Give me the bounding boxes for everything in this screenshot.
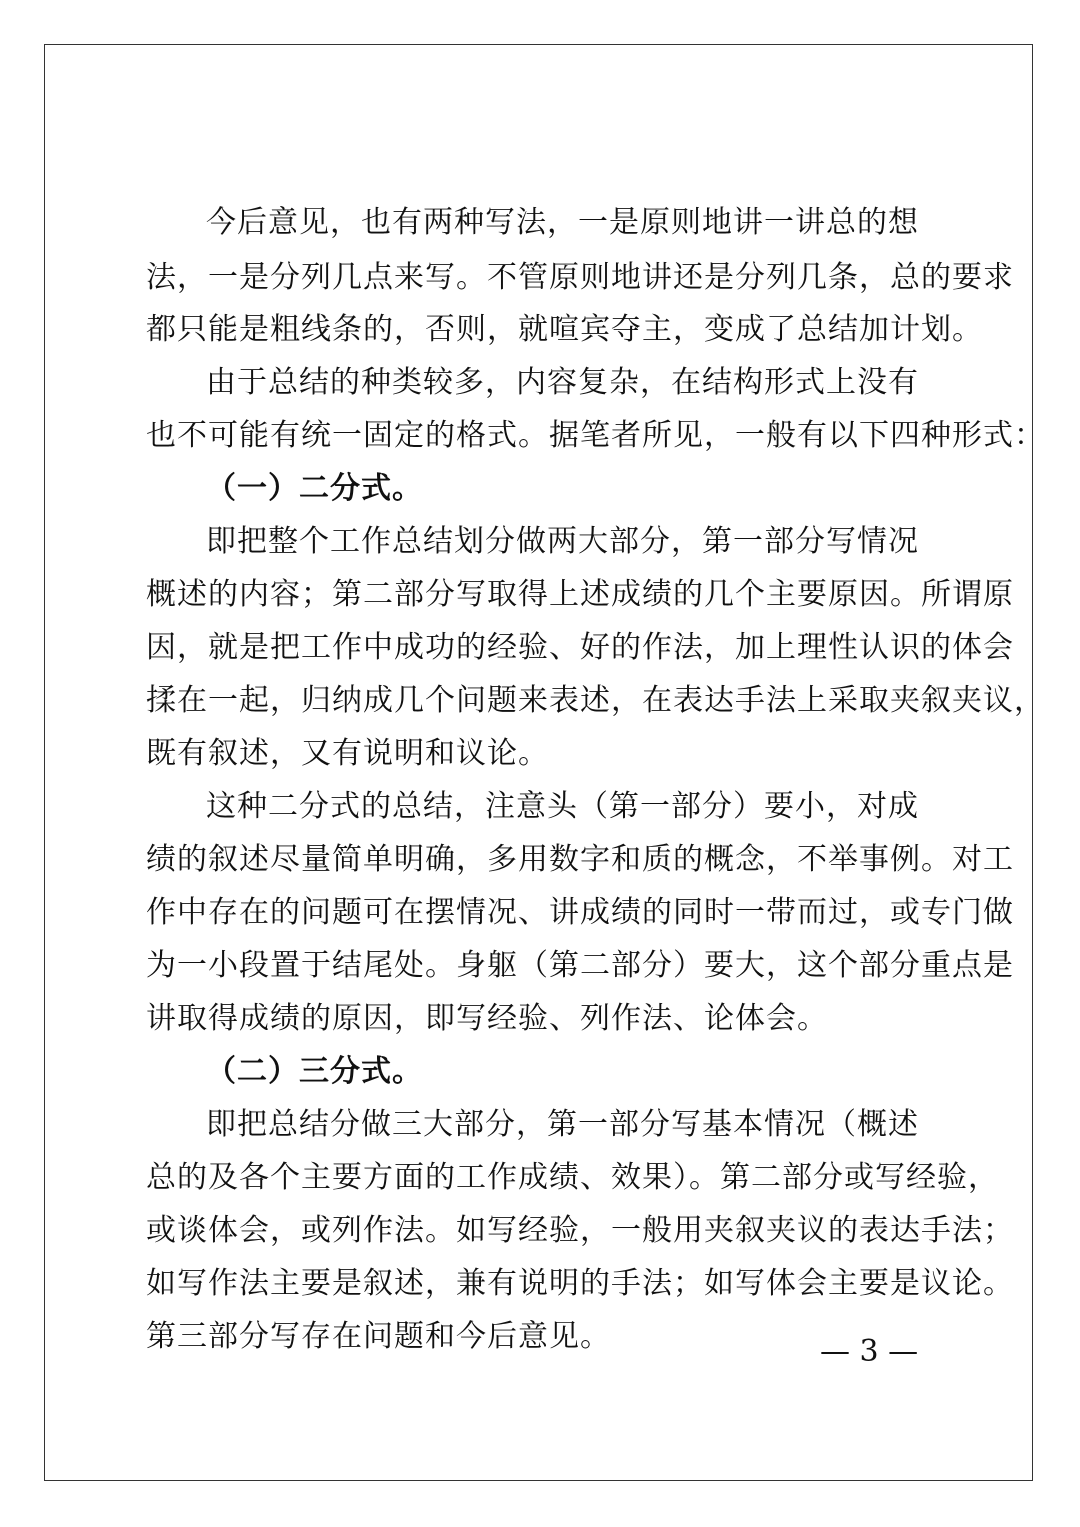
- section-heading: （二）三分式。: [206, 1054, 423, 1089]
- paragraph-line: 绩的叙述尽量简单明确，多用数字和质的概念，不举事例。对工: [146, 842, 1014, 877]
- section-heading: （一）二分式。: [206, 471, 423, 506]
- paragraph-line: 或谈体会，或列作法。如写经验，一般用夹叙夹议的表达手法；: [146, 1213, 1014, 1248]
- paragraph-line: 由于总结的种类较多，内容复杂，在结构形式上没有: [206, 365, 919, 400]
- paragraph-line: 作中存在的问题可在摆情况、讲成绩的同时一带而过，或专门做: [146, 895, 1014, 930]
- paragraph-line: 即把整个工作总结划分做两大部分，第一部分写情况: [206, 524, 919, 559]
- paragraph-line: 揉在一起，归纳成几个问题来表述，在表达手法上采取夹叙夹议，: [146, 683, 1045, 718]
- paragraph-line: 第三部分写存在问题和今后意见。: [146, 1319, 611, 1354]
- paragraph-line: 即把总结分做三大部分，第一部分写基本情况（概述: [206, 1107, 919, 1142]
- page-number: — 3 —: [820, 1334, 919, 1369]
- paragraph-line: 如写作法主要是叙述，兼有说明的手法；如写体会主要是议论。: [146, 1266, 1014, 1301]
- paragraph-line: 讲取得成绩的原因，即写经验、列作法、论体会。: [146, 1001, 828, 1036]
- paragraph-line: 总的及各个主要方面的工作成绩、效果）。第二部分或写经验，: [146, 1160, 999, 1195]
- paragraph-line: 概述的内容；第二部分写取得上述成绩的几个主要原因。所谓原: [146, 577, 1014, 612]
- paragraph-line: 因，就是把工作中成功的经验、好的作法，加上理性认识的体会: [146, 630, 1014, 665]
- paragraph-line: 今后意见，也有两种写法，一是原则地讲一讲总的想: [206, 205, 919, 240]
- paragraph-line: 为一小段置于结尾处。身躯（第二部分）要大，这个部分重点是: [146, 948, 1014, 983]
- paragraph-line: 都只能是粗线条的，否则，就喧宾夺主，变成了总结加计划。: [146, 312, 983, 347]
- paragraph-line: 也不可能有统一固定的格式。据笔者所见，一般有以下四种形式：: [146, 418, 1045, 453]
- paragraph-line: 既有叙述，又有说明和议论。: [146, 736, 549, 771]
- paragraph-line: 法，一是分列几点来写。不管原则地讲还是分列几条，总的要求: [146, 260, 1014, 295]
- paragraph-line: 这种二分式的总结，注意头（第一部分）要小，对成: [206, 789, 919, 824]
